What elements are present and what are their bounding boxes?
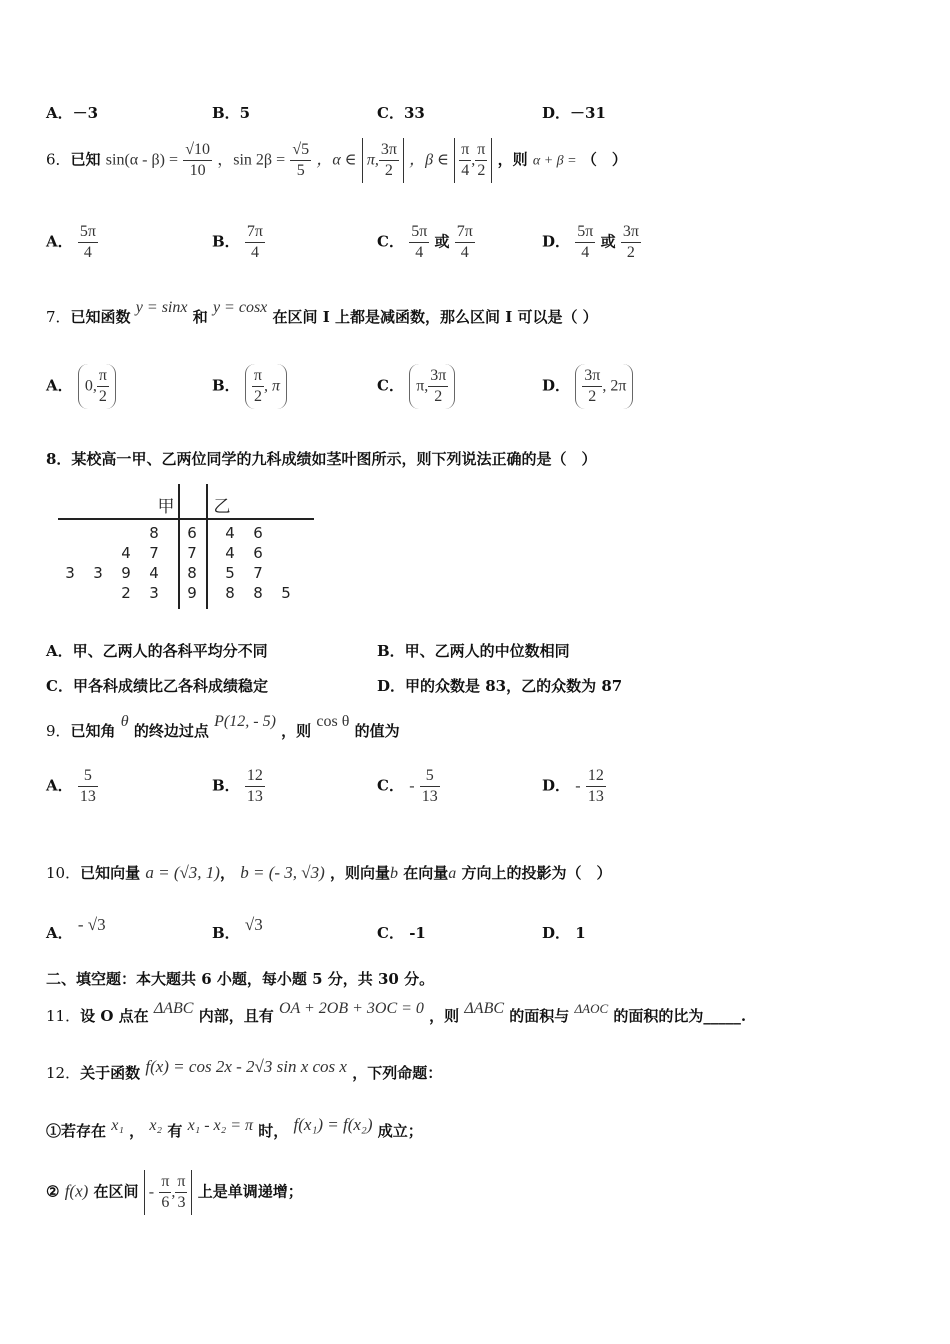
q7-option-b	[212, 364, 287, 409]
q6-option-b	[212, 222, 265, 263]
q6-option-b-label: B．	[212, 232, 240, 251]
q11-number: 11．	[46, 1007, 81, 1025]
q11-equation: OA + 2OB + 3OC = 0	[278, 1000, 424, 1017]
item2-lo	[159, 1172, 171, 1213]
q10-avar: a	[448, 865, 457, 882]
leaf-left: 3	[149, 584, 159, 602]
item1-condition: x₁ - x₂ = π	[187, 1117, 254, 1134]
leaf-right: 4	[225, 524, 235, 542]
item1-x2: x₂	[149, 1117, 163, 1134]
q9-stem	[46, 713, 400, 741]
q6-beta-hi-num: π	[475, 140, 487, 161]
q9-option-d-frac	[586, 766, 606, 807]
q6-alpha-lo: π,	[366, 151, 379, 169]
q9-option-b-label: B．	[212, 776, 240, 795]
q11-tri2: ΔABC	[464, 1000, 505, 1017]
q8-option-d: D．甲的众数是 83，乙的众数为 87	[377, 677, 623, 695]
leaf-right: 7	[253, 564, 263, 582]
q9-option-b-frac	[245, 766, 265, 807]
q7-option-d-lo	[582, 366, 602, 407]
q6-option-c-den2: 4	[460, 244, 469, 261]
q10-option-d-label: D．	[542, 924, 571, 942]
q6-option-a-label: A．	[46, 232, 73, 251]
leaf-right: 6	[253, 544, 263, 562]
q9-option-c-sign: -	[409, 777, 415, 795]
q7-option-a-hi	[97, 366, 109, 407]
q8-stem: 8．某校高一甲、乙两位同学的九科成绩如茎叶图所示，则下列说法正确的是（ ）	[46, 450, 597, 468]
q6-frac2-num: √5	[290, 140, 311, 161]
q6-option-c-num2: 7π	[455, 222, 475, 243]
q6-option-b-num: 7π	[245, 222, 265, 243]
q7-option-a-hi-num: π	[97, 366, 109, 387]
stem-horizontal-rule	[58, 518, 314, 520]
q12-prefix: 关于函数	[80, 1064, 141, 1082]
leaf-left: 3	[65, 564, 75, 582]
q7-option-a	[46, 364, 116, 409]
q6-option-d-num2: 3π	[621, 222, 641, 243]
q7-option-a-lo: 0,	[84, 377, 97, 395]
q7-option-d-label: D．	[542, 376, 571, 395]
item2-lo-num: π	[159, 1172, 171, 1193]
leaf-left: 7	[149, 544, 159, 562]
leaf-right: 8	[253, 584, 263, 602]
q10-option-a-value: - √3	[77, 915, 106, 934]
q6-option-c-label: C．	[377, 232, 404, 251]
q9-suffix: 的值为	[354, 722, 400, 740]
q7-option-b-lo	[252, 366, 264, 407]
q12-stem	[46, 1057, 443, 1083]
q6-target: α + β =	[532, 153, 577, 169]
q6-option-d-or: 或	[600, 232, 616, 251]
leaf-left: 4	[121, 544, 131, 562]
q6-expr2: ，sin 2β =	[217, 151, 286, 169]
q6-option-d	[542, 222, 641, 263]
q6-option-a-num: 5π	[78, 222, 98, 243]
q9-theta: θ	[120, 713, 129, 730]
q9-point: P(12, - 5)	[214, 713, 276, 730]
stem-value: 9	[187, 584, 197, 602]
q6-option-a	[46, 222, 98, 263]
q6-beta-in: ，β ∈	[409, 151, 449, 169]
q12-number: 12．	[46, 1064, 81, 1082]
leaf-right: 5	[225, 564, 235, 582]
leaf-right: 6	[253, 524, 263, 542]
q6-option-c-frac2	[455, 222, 475, 263]
q11-stem	[46, 1000, 747, 1026]
stem-leaf-plot	[58, 484, 318, 614]
q6-number: 6．	[46, 150, 71, 169]
q7-suffix: 在区间 I 上都是减函数，那么区间 I 可以是（ ）	[272, 308, 598, 326]
q9-option-d-sign: -	[575, 777, 581, 795]
item2-lo-sign: -	[148, 1183, 155, 1201]
item2-mid: 在区间	[93, 1182, 139, 1201]
q11-mid2: 的面积与	[509, 1007, 570, 1025]
q7-option-c	[377, 364, 455, 409]
q7-option-c-lo: π,	[416, 377, 429, 395]
q6-beta-lo	[459, 140, 471, 181]
item2-lo-den: 6	[161, 1194, 170, 1211]
item1-equation: f(x₁) = f(x₂)	[293, 1115, 373, 1134]
item2-hi	[175, 1172, 187, 1213]
q12-function: f(x) = cos 2x - 2√3 sin x cos x	[145, 1057, 347, 1076]
q7-f2: y = cosx	[212, 299, 268, 316]
q6-beta-lo-den: 4	[461, 162, 470, 179]
q6-option-c-frac1	[409, 222, 429, 263]
stem-divider-left	[178, 484, 180, 609]
leaf-left: 8	[149, 524, 159, 542]
q9-option-d-den: 13	[587, 788, 604, 805]
q6-expr1: sin(α - β) =	[105, 151, 178, 169]
stem-value: 6	[187, 524, 197, 542]
q9-option-c-label: C．	[377, 776, 404, 795]
q9-option-a-label: A．	[46, 776, 73, 795]
q6-option-b-den: 4	[250, 244, 259, 261]
q9-option-d-num: 12	[586, 766, 606, 787]
q7-and: 和	[192, 308, 208, 326]
q5-option-c: C．33	[377, 104, 425, 122]
q12-suffix: ，下列命题：	[352, 1064, 443, 1082]
q7-option-d-hi: , 2π	[602, 377, 627, 395]
q6-alpha-hi-den: 2	[384, 162, 393, 179]
q10-option-b-value: √3	[244, 915, 263, 934]
item1-x1: x₁	[111, 1117, 124, 1134]
q7-option-a-interval	[78, 364, 116, 409]
q9-then: ，则	[281, 722, 312, 740]
q10-mid2: 在向量	[403, 864, 449, 882]
stem-head-left: 甲	[157, 497, 175, 517]
q11-then: ，则	[429, 1007, 460, 1025]
q9-option-a-frac	[78, 766, 98, 807]
item1-comma: ，	[129, 1122, 145, 1140]
q6-beta-hi-den: 2	[477, 162, 486, 179]
section-2-heading: 二、填空题：本大题共 6 小题，每小题 5 分，共 30 分。	[46, 970, 435, 988]
q9-option-b-num: 12	[245, 766, 265, 787]
q11-suffix: 的面积的比为_____.	[613, 1007, 747, 1025]
q6-option-c	[377, 222, 475, 263]
q6-option-d-den: 4	[581, 244, 590, 261]
q7-option-d-lo-num: 3π	[582, 366, 602, 387]
q9-prefix: 已知角	[70, 722, 116, 740]
q6-option-d-label: D．	[542, 232, 571, 251]
q6-option-c-den: 4	[415, 244, 424, 261]
item2-mark: ②	[46, 1182, 60, 1201]
q6-alpha-hi-num: 3π	[379, 140, 399, 161]
q10-comma: ，	[219, 864, 235, 882]
q6-stem	[46, 138, 627, 183]
q9-option-c-frac	[420, 766, 440, 807]
q9-number: 9．	[46, 722, 71, 740]
q9-option-b	[212, 766, 265, 807]
q6-suffix: ，则	[497, 150, 528, 169]
q6-option-a-den: 4	[83, 244, 92, 261]
q11-tri1: ΔABC	[153, 1000, 194, 1017]
q6-frac1-den: 10	[189, 162, 206, 179]
q6-option-a-frac	[78, 222, 98, 263]
q12-item-1	[46, 1115, 423, 1141]
q6-option-c-or: 或	[434, 232, 450, 251]
q9-option-a-den: 13	[79, 788, 96, 805]
leaf-left: 3	[93, 564, 103, 582]
q10-vector-b: b = (- 3, √3)	[240, 863, 325, 882]
q7-option-a-hi-den: 2	[98, 388, 107, 405]
q9-mid: 的终边过点	[133, 722, 209, 740]
q10-vector-a: a = (√3, 1)	[145, 863, 220, 882]
q7-option-c-label: C．	[377, 376, 404, 395]
q6-option-c-num: 5π	[409, 222, 429, 243]
q7-prefix: 已知函数	[70, 308, 131, 326]
item2-hi-den: 3	[177, 1194, 186, 1211]
q10-option-a-label: A．	[46, 924, 73, 942]
q10-number: 10．	[46, 864, 81, 882]
item1-mark: ①若存在	[46, 1122, 107, 1140]
q7-option-c-hi	[428, 366, 448, 407]
q6-frac2-den: 5	[296, 162, 305, 179]
q7-option-c-hi-num: 3π	[428, 366, 448, 387]
q10-option-d-value: 1	[575, 924, 586, 942]
q9-option-c	[377, 766, 440, 807]
q7-option-b-lo-den: 2	[253, 388, 262, 405]
q12-item-2	[46, 1170, 303, 1215]
stem-divider-right	[206, 484, 208, 609]
q9-option-c-den: 13	[421, 788, 438, 805]
q11-mid: 内部，且有	[198, 1007, 274, 1025]
q6-alpha-in: ，α ∈	[316, 151, 357, 169]
q9-option-d-label: D．	[542, 776, 571, 795]
q8-option-c: C．甲各科成绩比乙各科成绩稳定	[46, 677, 268, 695]
q6-frac1-num: √10	[183, 140, 212, 161]
leaf-left: 4	[149, 564, 159, 582]
leaf-left: 9	[121, 564, 131, 582]
leaf-right: 5	[281, 584, 291, 602]
q11-tri3: ΔAOC	[574, 1001, 609, 1016]
q10-option-c-label: C．	[377, 924, 404, 942]
q9-option-b-den: 13	[246, 788, 263, 805]
item1-has: 有	[167, 1122, 183, 1140]
q11-prefix: 设 O 点在	[80, 1007, 149, 1025]
q7-number: 7．	[46, 308, 71, 326]
q7-option-b-interval	[245, 364, 287, 409]
q7-option-d-interval	[575, 364, 633, 409]
q5-option-b: B．5	[212, 104, 251, 122]
q9-cos: cos θ	[316, 713, 350, 730]
q10-option-b-label: B．	[212, 924, 240, 942]
q7-option-c-hi-den: 2	[434, 388, 443, 405]
q6-beta-interval: $\frac{\pi}{4}$ , $\frac{\pi}{2}$	[454, 138, 492, 183]
q6-option-b-frac	[245, 222, 265, 263]
q8-option-b: B．甲、乙两人的中位数相同	[377, 642, 570, 660]
q9-option-a-num: 5	[78, 766, 98, 787]
q7-f1: y = sinx	[135, 299, 188, 316]
leaf-right: 8	[225, 584, 235, 602]
q6-beta-lo-num: π	[459, 140, 471, 161]
item1-suffix: 成立；	[377, 1122, 423, 1140]
q6-alpha-hi	[379, 140, 399, 181]
q7-option-d-lo-den: 2	[588, 388, 597, 405]
q10-option-c-value: -1	[409, 924, 426, 942]
q7-option-b-hi: , π	[264, 377, 281, 395]
q7-stem	[46, 299, 598, 327]
q7-option-d	[542, 364, 633, 409]
q10-bvar: b	[390, 865, 399, 882]
leaf-left: 2	[121, 584, 131, 602]
item2-suffix: 上是单调递增；	[197, 1182, 303, 1201]
stem-head-right: 乙	[213, 497, 231, 517]
q7-option-a-label: A．	[46, 376, 73, 395]
item2-hi-num: π	[175, 1172, 187, 1193]
q10-option-d	[542, 922, 586, 943]
q5-option-a: A．－3	[46, 104, 99, 122]
q6-prefix: 已知	[70, 150, 101, 169]
q7-option-c-interval	[409, 364, 455, 409]
q9-option-a	[46, 766, 98, 807]
q6-frac2	[290, 140, 311, 181]
item1-when: 时，	[258, 1122, 289, 1140]
q7-option-b-lo-num: π	[252, 366, 264, 387]
q6-frac1	[183, 140, 212, 181]
q6-blank: （ ）	[581, 150, 627, 169]
leaf-right: 4	[225, 544, 235, 562]
stem-value: 8	[187, 564, 197, 582]
q10-suffix: 方向上的投影为（ ）	[461, 864, 612, 882]
q10-prefix: 已知向量	[80, 864, 141, 882]
stem-value: 7	[187, 544, 197, 562]
q6-option-d-den2: 2	[626, 244, 635, 261]
q10-mid: ，则向量	[330, 864, 391, 882]
q6-option-d-frac2	[621, 222, 641, 263]
q6-option-d-frac1	[575, 222, 595, 263]
q6-beta-hi	[475, 140, 487, 181]
q6-option-d-num: 5π	[575, 222, 595, 243]
q10-stem	[46, 862, 612, 883]
q7-option-b-label: B．	[212, 376, 240, 395]
q6-alpha-interval	[362, 138, 404, 183]
q8-option-a: A．甲、乙两人的各科平均分不同	[46, 642, 268, 660]
q10-option-b	[212, 914, 263, 942]
q10-option-a	[46, 914, 106, 942]
q9-option-c-num: 5	[420, 766, 440, 787]
item2-function: f(x)	[64, 1181, 89, 1201]
item2-interval: - $\frac{\pi}{6}$ , $\frac{\pi}{3}$	[144, 1170, 193, 1215]
q10-option-c	[377, 922, 426, 943]
q9-option-d	[542, 766, 606, 807]
q5-option-d: D．－31	[542, 104, 606, 122]
